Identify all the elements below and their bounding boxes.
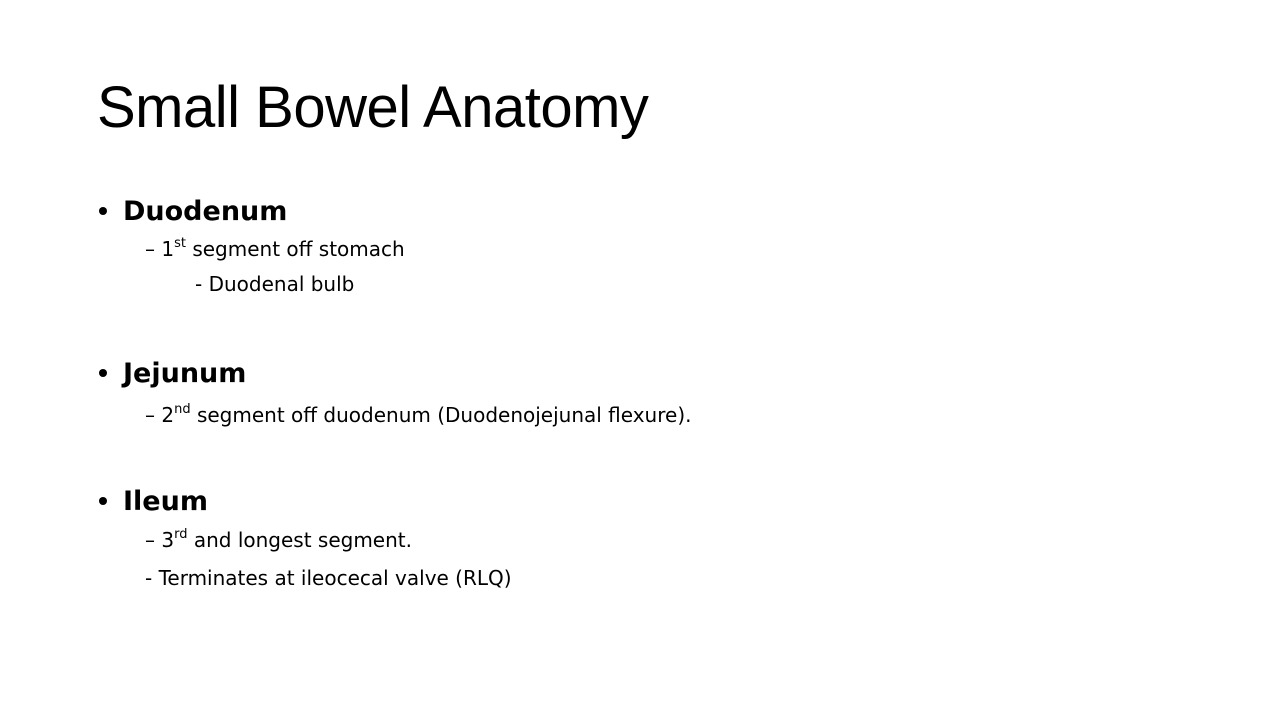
ordinal-number: 1 (161, 237, 175, 261)
sub-line-text: segment off duodenum (Duodenojejunal flexure). (196, 403, 692, 427)
dash-marker: – (145, 403, 155, 427)
sub-line-duodenum-1 (145, 236, 405, 262)
slide-title: Small Bowel Anatomy (97, 75, 649, 140)
bullet-heading: Duodenum (123, 196, 288, 227)
sub-line-duodenum-2 (195, 271, 354, 297)
sub-line-text: and longest segment. (193, 528, 412, 552)
bullet-heading: Jejunum (123, 358, 247, 389)
sub-line-jejunum-1 (145, 402, 691, 428)
bullet-dot-icon (99, 207, 107, 215)
sub-line-text: segment off stomach (192, 237, 405, 261)
sub-line-text: - Terminates at ileocecal valve (RLQ) (145, 566, 512, 590)
sub-line-ileum-2 (145, 565, 512, 591)
sub-line-ileum-1 (145, 527, 412, 553)
dash-marker: – (145, 528, 155, 552)
dash-marker: – (145, 237, 155, 261)
ordinal-number: 3 (161, 528, 175, 552)
ordinal-suffix: rd (174, 527, 188, 542)
sub-line-text: - Duodenal bulb (195, 272, 355, 296)
bullet-dot-icon (99, 497, 107, 505)
ordinal-suffix: st (174, 236, 186, 251)
bullet-heading: Ileum (123, 486, 208, 517)
ordinal-number: 2 (161, 403, 175, 427)
bullet-dot-icon (99, 369, 107, 377)
ordinal-suffix: nd (174, 402, 191, 417)
